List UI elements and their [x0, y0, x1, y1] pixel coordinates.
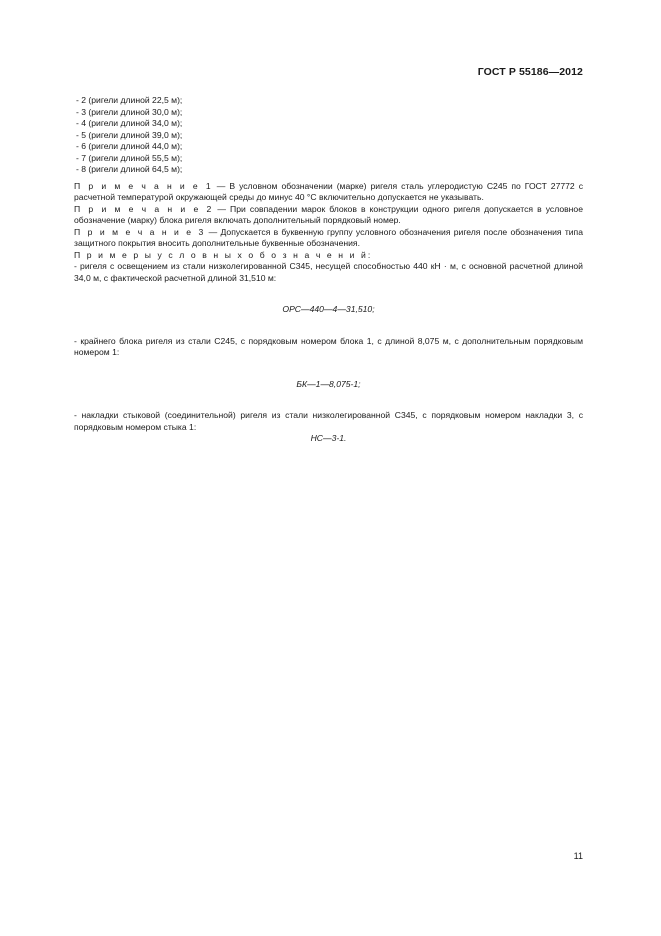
note-3	[74, 227, 583, 250]
example-1-text: - ригеля с освещением из стали низколегированной С345, несущей способностью 440 кН · м, с основной расчетной длиной 34,0 м, с фактической расчетной длиной 31,510 м:	[74, 261, 583, 283]
note-1-text: — В условном обозначении (марке) ригеля сталь углеродистую С245 по ГОСТ 27772 с расчетной температурой окружающей среды до минус 40 °С включительно допускается не указывать.	[74, 180, 583, 202]
list-item: - 2 (ригели длиной 22,5 м);	[76, 95, 183, 105]
note-1-label: П р и м е ч а н и е 1	[74, 180, 213, 191]
note-2-label: П р и м е ч а н и е 2	[74, 203, 214, 214]
note-2-text: — При совпадении марок блоков в конструкции одного ригеля допускается в условное обозначение (марку) блока ригеля включать дополнительный порядковый номер.	[74, 203, 583, 225]
list-item: - 3 (ригели длиной 30,0 м);	[76, 106, 183, 117]
note-3-text: — Допускается в буквенную группу условного обозначения ригеля после обозначения типа защитного покрытия вносить дополнительные буквенные обозначения.	[74, 226, 583, 248]
note-1	[74, 181, 583, 204]
note-2	[74, 204, 583, 227]
document-standard-header: ГОСТ Р 55186—2012	[477, 66, 583, 78]
list-item: - 4 (ригели длиной 34,0 м);	[76, 118, 183, 128]
example-1-formula: ОРС—440—4—31,510;	[282, 304, 375, 314]
list-item: - 6 (ригели длиной 44,0 м);	[76, 141, 183, 151]
document-body	[74, 95, 583, 445]
example-2-text: - крайнего блока ригеля из стали С245, с порядковым номером блока 1, с длиной 8,075 м, с дополнительным порядковым номером 1:	[74, 335, 583, 357]
length-list	[74, 95, 583, 176]
example-3-text: - накладки стыковой (соединительной) ригеля из стали низколегированной С345, с порядковым номером накладки 3, с порядковым номером стыка 1:	[74, 410, 583, 432]
examples-heading: П р и м е р ы у с л о в н ы х о б о з н а ч е н и й:	[74, 249, 373, 260]
page-number: 11	[573, 851, 583, 861]
note-3-label: П р и м е ч а н и е 3	[74, 226, 206, 237]
list-item: - 7 (ригели длиной 55,5 м);	[76, 152, 183, 163]
list-item: - 5 (ригели длиной 39,0 м);	[76, 129, 183, 140]
list-item: - 8 (ригели длиной 64,5 м);	[76, 164, 183, 174]
example-3-formula: НС—3-1.	[310, 433, 347, 443]
example-2-formula: БК—1—8,075-1;	[296, 378, 361, 389]
